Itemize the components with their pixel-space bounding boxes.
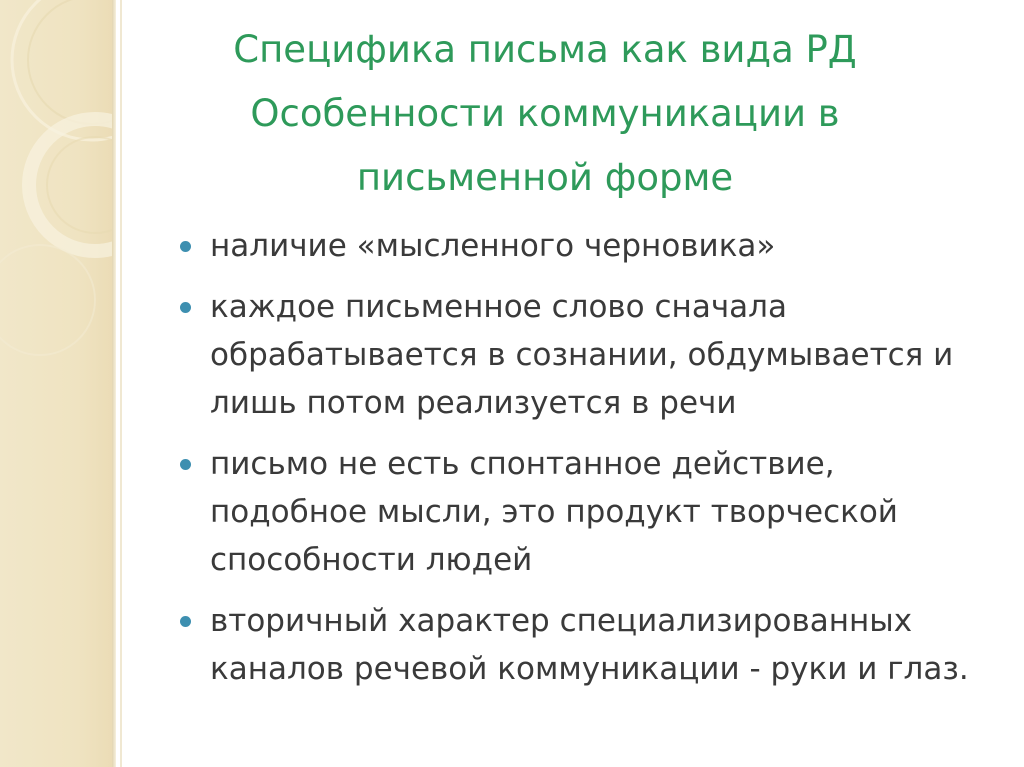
- title-line-2: Особенности коммуникации в: [250, 92, 840, 135]
- side-band-edge-line: [120, 0, 122, 767]
- slide-title: [180, 18, 910, 210]
- bullet-text: письмо не есть спонтанное действие, подобное мысли, это продукт творческой способности людей: [210, 446, 898, 578]
- bullet-dot-icon: [180, 616, 191, 627]
- bullet-item: [180, 597, 1000, 693]
- bullet-text: наличие «мысленного черновика»: [210, 228, 776, 264]
- bullet-item: [180, 440, 1000, 584]
- decorative-rings-icon: [0, 0, 112, 767]
- title-line-3: письменной форме: [356, 156, 734, 199]
- bullet-text: вторичный характер специализированных каналов речевой коммуникации - руки и глаз.: [210, 603, 969, 687]
- bullet-text: каждое письменное слово сначала обрабатывается в сознании, обдумывается и лишь потом реализуется в речи: [210, 289, 954, 421]
- side-band-edge: [112, 0, 116, 767]
- bullet-list: [180, 222, 1000, 706]
- title-line-1: Специфика письма как вида РД: [233, 28, 857, 71]
- bullet-dot-icon: [180, 302, 191, 313]
- bullet-item: [180, 283, 1000, 427]
- bullet-dot-icon: [180, 241, 191, 252]
- decorative-side-band: [0, 0, 112, 767]
- bullet-dot-icon: [180, 459, 191, 470]
- bullet-item: [180, 222, 1000, 270]
